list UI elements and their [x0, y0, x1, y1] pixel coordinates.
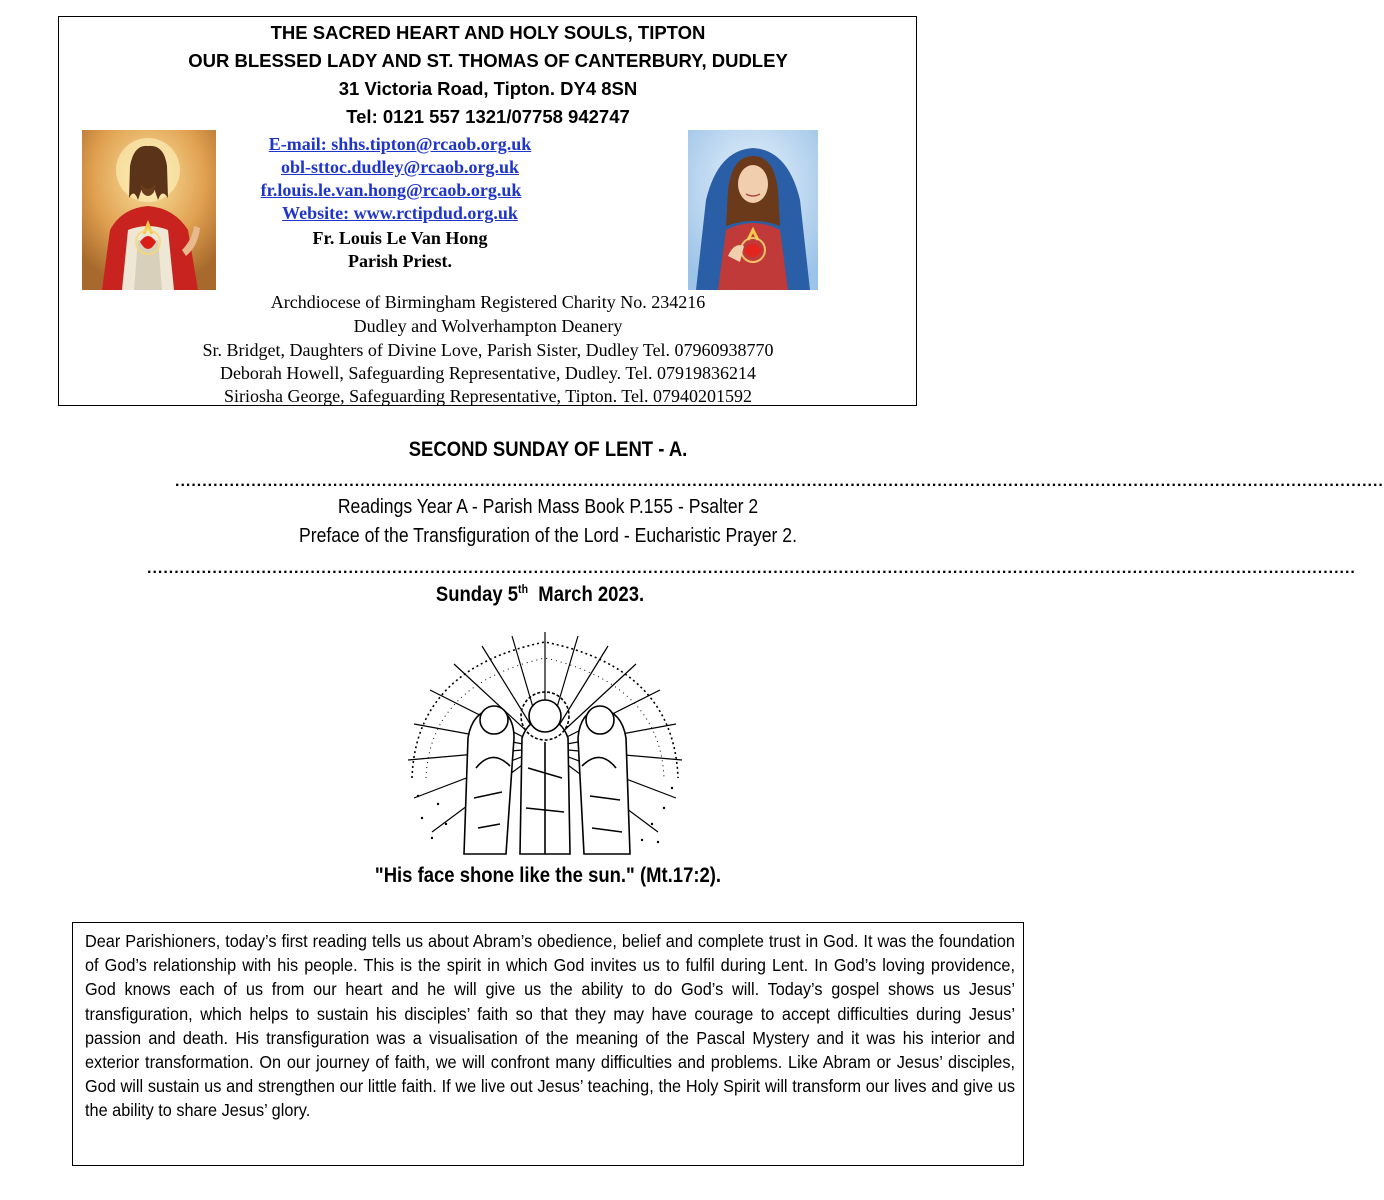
parish-sister-line: Sr. Bridget, Daughters of Divine Love, Parish Sister, Dudley Tel. 07960938770 — [202, 340, 774, 360]
sacred-heart-image — [82, 130, 216, 290]
parish-address: 31 Victoria Road, Tipton. DY4 8SN — [338, 78, 638, 99]
parish-name-tipton: THE SACRED HEART AND HOLY SOULS, TIPTON — [270, 22, 706, 43]
parish-name-dudley: OUR BLESSED LADY AND ST. THOMAS OF CANTERBURY, DUDLEY — [188, 50, 788, 71]
parish-telephone: Tel: 0121 557 1321/07758 942747 — [346, 106, 630, 127]
preface-line: Preface of the Transfiguration of the Lord - Eucharistic Prayer 2. — [299, 525, 797, 547]
safeguarding-tipton-line: Siriosha George, Safeguarding Representative, Tipton. Tel. 07940201592 — [223, 386, 753, 406]
dotted-separator-top: .............................................................................................................................................................................................................................. — [175, 473, 1384, 490]
gospel-caption: "His face shone like the sun." (Mt.17:2). — [374, 864, 722, 887]
pastoral-message-box — [72, 922, 1024, 1166]
safeguarding-dudley-line: Deborah Howell, Safeguarding Representative, Dudley. Tel. 07919836214 — [219, 363, 757, 383]
deanery-line: Dudley and Wolverhampton Deanery — [353, 316, 623, 336]
website-link[interactable]: Website: www.rctipdud.org.uk — [282, 203, 518, 223]
charity-line: Archdiocese of Birmingham Registered Charity No. 234216 — [270, 292, 706, 312]
immaculate-heart-image — [688, 130, 818, 290]
liturgy-title: SECOND SUNDAY OF LENT - A. — [408, 438, 688, 461]
priest-name: Fr. Louis Le Van Hong — [312, 228, 488, 248]
transfiguration-illustration — [402, 628, 688, 860]
email-dudley-link[interactable]: obl-sttoc.dudley@rcaob.org.uk — [281, 157, 519, 177]
email-tipton-link[interactable]: E-mail: shhs.tipton@rcaob.org.uk — [268, 134, 532, 154]
email-priest-link[interactable]: fr.louis.le.van.hong@rcaob.org.uk — [260, 180, 522, 200]
readings-line: Readings Year A - Parish Mass Book P.155 - Psalter 2 — [337, 496, 759, 518]
priest-title: Parish Priest. — [348, 251, 452, 271]
dotted-separator-bottom: .............................................................................................................................................................................................................................. — [147, 560, 1356, 577]
pastoral-message-text: Dear Parishioners, today’s first reading tells us about Abram’s obedience, belief and complete trust in God. It was the foundation of God’s relationship with his people. This is the spirit in which God invites us to fulfil during Lent. In God’s loving providence, God knows each of us from our heart and he will give us the ability to do God’s will. Today’s gospel shows us Jesus’ transfiguration, which helps to sustain his disciples’ faith so that they may have courage to accept difficulties during Jesus’ passion and death. His transfiguration was a visualisation of the meaning of the Pascal Mystery and it was his interior and exterior transformation. On our journey of faith, we will confront many difficulties and problems. Like Abram or Jesus’ disciples, God will sustain us and strengthen our little faith. If we live out Jesus’ teaching, the Holy Spirit will transform our lives and give us the ability to share Jesus’ glory. — [85, 931, 1015, 1121]
sunday-date: Sunday 5th March 2023. — [435, 582, 645, 606]
